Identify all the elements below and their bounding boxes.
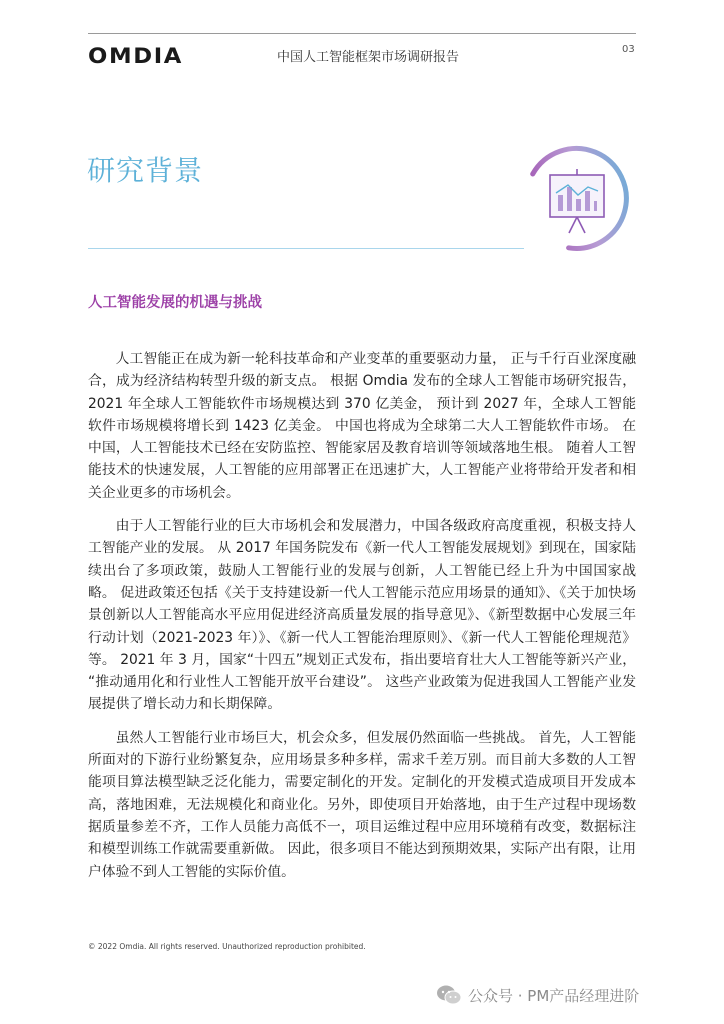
body-text: [88, 348, 636, 894]
omdia-logo: [88, 44, 184, 66]
page-number: 03: [622, 44, 635, 55]
report-title: 中国人工智能框架市场调研报告: [277, 50, 460, 65]
paragraph-2: 由于人工智能行业的巨大市场机会和发展潜力，中国各级政府高度重视，积极支持人工智能产业的发展。 从 2017 年国务院发布《新一代人工智能发展规划》到现在，国家陆续出台了多项政策，鼓励人工智能行业的发展与创新，人工智能已经上升为中国国家战略。 促进政策还包括《关于支持建设新一代人工智能示范应用场景的通知》、《关于加快场景创新以人工智能高水平应用促进经济高质量发展的指导意见》、《新型数据中心发展三年行动计划（2021-2023 年）》、《新一代人工智能治理原则》、《新一代人工智能伦理规范》等。 2021 年 3 月，国家“十四五”规划正式发布，指出要培育壮大人工智能等新兴产业， “推动通用化和行业性人工智能开放平台建设”。 这些产业政策为促进我国人工智能产业发展提供了增长动力和长期保障。: [88, 518, 636, 713]
section-title: 研究背景: [87, 154, 204, 187]
paragraph-3: 虽然人工智能行业市场巨大，机会众多，但发展仍然面临一些挑战。 首先，人工智能所面对的下游行业纷繁复杂，应用场景多种多样，需求千差万别。而目前大多数的人工智能项目算法模型缺乏泛化能力，需要定制化的开发。定制化的开发模式造成项目开发成本高，落地困难，无法规模化和商业化。另外，即使项目开始落地，由于生产过程中现场数据质量参差不齐，工作人员能力高低不一，项目运维过程中应用环境稍有改变，数据标注和模型训练工作就需要重新做。 因此，很多项目不能达到预期效果，实际产出有限，让用户体验不到人工智能的实际价值。: [88, 729, 636, 880]
header-divider: [88, 33, 636, 34]
subheading: 人工智能发展的机遇与挑战: [88, 295, 262, 311]
section-title-underline: [88, 248, 524, 249]
watermark-text: 公众号 · PM产品经理进阶: [468, 986, 640, 1005]
wechat-watermark: [436, 984, 639, 1006]
omdia-logo-text: OMDIA: [88, 44, 183, 66]
presentation-chart-icon: [522, 145, 630, 253]
copyright-notice: © 2022 Omdia. All rights reserved. Unauthorized reproduction prohibited.: [88, 942, 366, 951]
wechat-icon: [436, 984, 462, 1006]
paragraph-1: 人工智能正在成为新一轮科技革命和产业变革的重要驱动力量， 正与千行百业深度融合，成为经济结构转型升级的新支点。 根据 Omdia 发布的全球人工智能市场研究报告，2021 年全球人工智能软件市场规模达到 370 亿美金， 预计到 2027 年，全球人工智能软件市场规模将增长到 1423 亿美金。 中国也将成为全球第二大人工智能软件市场。 在中国，人工智能技术已经在安防监控、智能家居及教育培训等领域落地生根。 随着人工智能技术的快速发展，人工智能的应用部署正在迅速扩大，人工智能产业将带给开发者和相关企业更多的市场机会。: [88, 351, 636, 501]
